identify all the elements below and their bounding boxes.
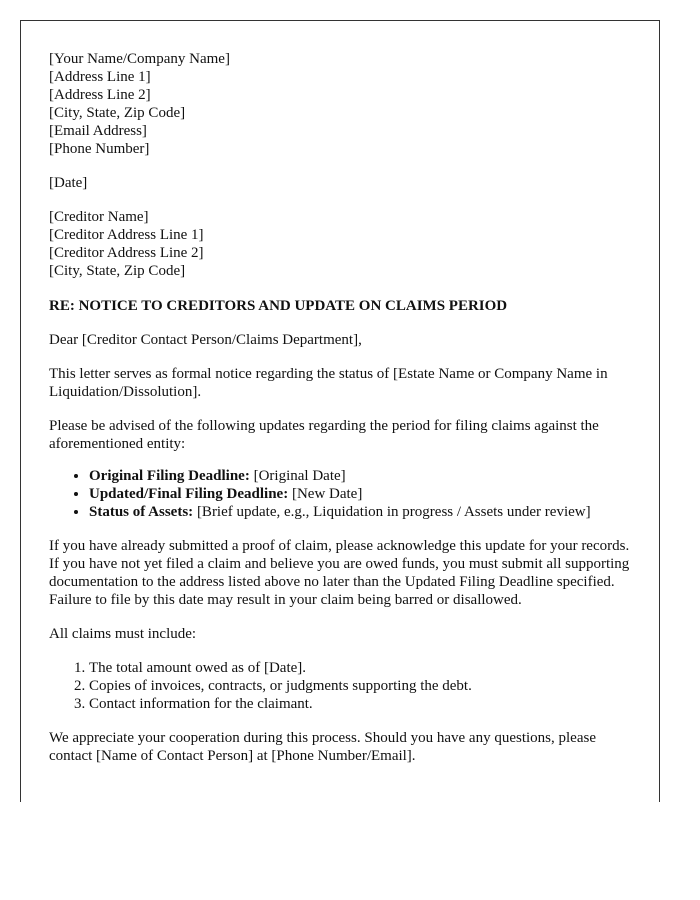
recipient-name: [Creditor Name]: [49, 209, 149, 225]
sender-address-line-1: [Address Line 1]: [49, 69, 151, 85]
paragraph-instructions: If you have already submitted a proof of claim, please acknowledge this update for your records. If you have not yet filed a claim and believe you are owed funds, you must submit all supporting documentation to the address listed above no later than the Updated Filing Deadline specified. Failure to file by this date may result in your claim being barred or disallowed.: [49, 538, 630, 608]
list-item: [89, 467, 639, 485]
list-item-value: [Brief update, e.g., Liquidation in progress / Assets under review]: [193, 504, 591, 520]
salutation: Dear [Creditor Contact Person/Claims Department],: [49, 332, 362, 348]
paragraph-updates-intro: Please be advised of the following updates regarding the period for filing claims against the aforementioned entity:: [49, 418, 599, 452]
paragraph-claims-intro: All claims must include:: [49, 626, 197, 642]
recipient-address-line-2: [Creditor Address Line 2]: [49, 245, 204, 261]
requirements-list: [49, 659, 639, 713]
paragraph-closing: We appreciate your cooperation during this process. Should you have any questions, please contact [Name of Contact Person] at [Phone Number/Email].: [49, 730, 596, 764]
list-item-label: Status of Assets:: [89, 504, 194, 520]
list-item: 3. Contact information for the claimant.: [89, 695, 639, 713]
list-item: [89, 503, 639, 521]
recipient-city-state-zip: [City, State, Zip Code]: [49, 263, 186, 279]
sender-phone: [Phone Number]: [49, 141, 150, 157]
sender-email: [Email Address]: [49, 123, 147, 139]
recipient-address-line-1: [Creditor Address Line 1]: [49, 227, 204, 243]
list-item: 2. Copies of invoices, contracts, or judgments supporting the debt.: [89, 677, 639, 695]
paragraph-notice: This letter serves as formal notice regarding the status of [Estate Name or Company Name in Liquidation/Dissolution].: [49, 366, 608, 400]
list-item-value: [Original Date]: [249, 468, 346, 484]
letter-date: [Date]: [49, 175, 88, 191]
letter-body: [49, 50, 639, 765]
list-item-label: Updated/Final Filing Deadline:: [89, 486, 289, 502]
list-item-value: [New Date]: [288, 486, 363, 502]
subject-line: RE: NOTICE TO CREDITORS AND UPDATE ON CLAIMS PERIOD: [49, 298, 508, 314]
list-item: 1. The total amount owed as of [Date].: [89, 659, 639, 677]
list-item: [89, 485, 639, 503]
sender-address-block: [49, 50, 639, 158]
letter-page: [20, 20, 660, 802]
list-item-label: Original Filing Deadline:: [89, 468, 250, 484]
sender-address-line-2: [Address Line 2]: [49, 87, 151, 103]
recipient-address-block: [49, 208, 639, 280]
sender-city-state-zip: [City, State, Zip Code]: [49, 105, 186, 121]
sender-name: [Your Name/Company Name]: [49, 51, 230, 67]
updates-list: [49, 467, 639, 521]
